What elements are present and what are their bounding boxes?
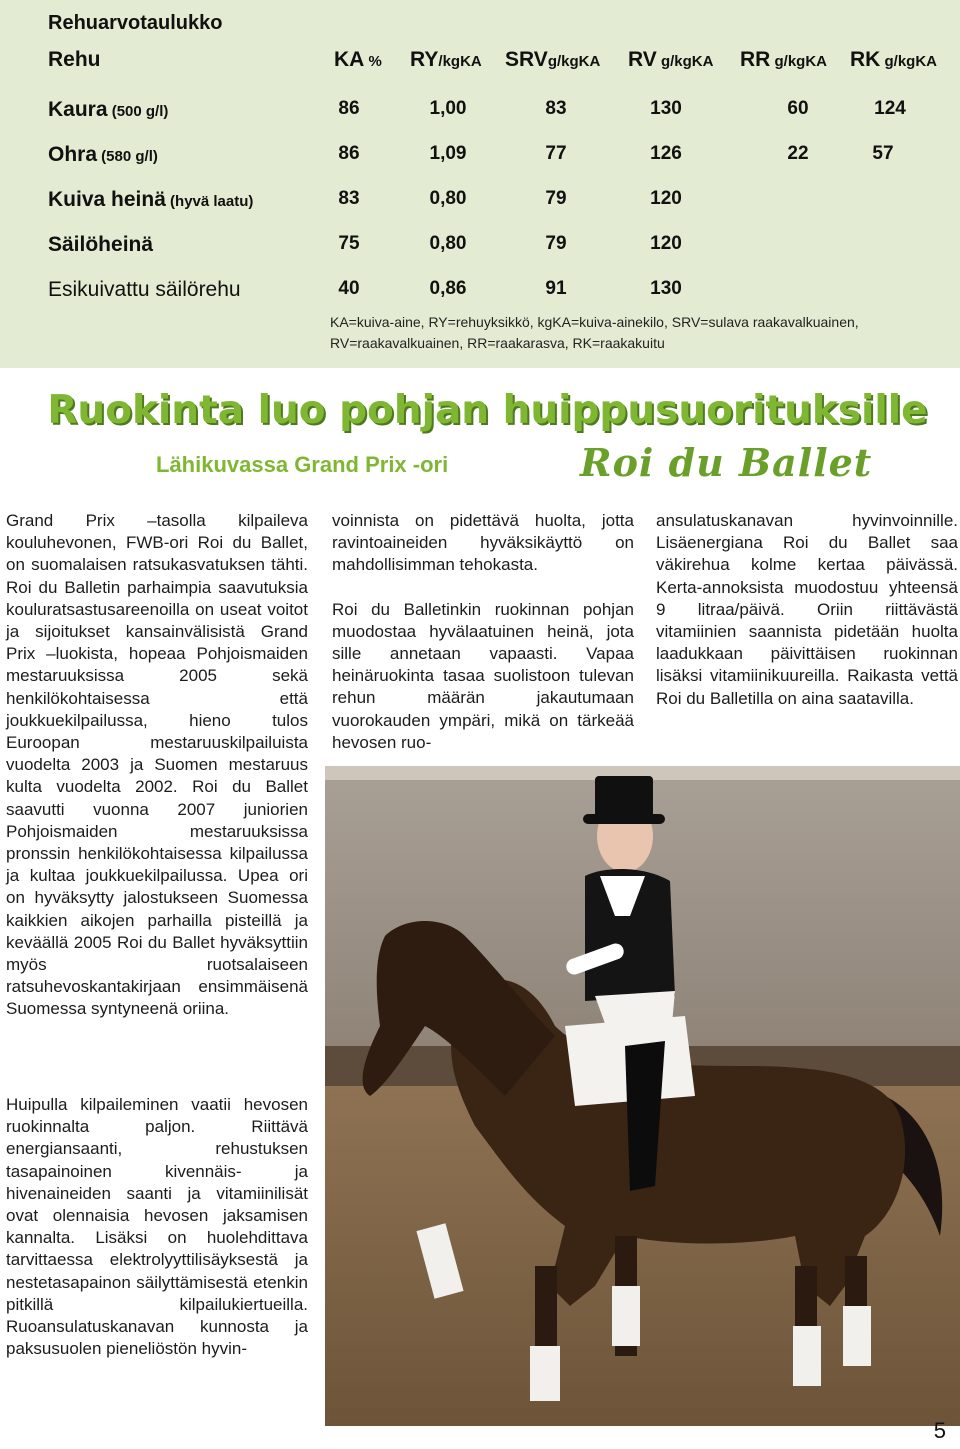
cell-ry: 1,09 [429, 143, 467, 164]
cell-rr: 60 [787, 98, 809, 119]
cell-srv: 79 [545, 188, 567, 209]
cell-rv: 120 [650, 188, 682, 209]
table-row [0, 233, 960, 263]
table-header [0, 48, 960, 78]
table-row [0, 188, 960, 218]
row-feed-name: Ohra (580 g/l) [48, 143, 158, 166]
article-headline: Ruokinta luo pohjan huippusuorituksille [47, 388, 928, 433]
feed-table [0, 0, 960, 368]
paragraph: Grand Prix –tasolla kilpaileva kouluhevonen, FWB-ori Roi du Ballet, on suomalaisen ratsukasvatuksen tähti. Roi du Balletin parhaimpia saavutuksia kouluratsastusareenoilla on useat voitot ja sijoitukset kansainvälisistä Grand Prix –luokista, hopeaa Pohjoismaiden mestaruuksissa 2005 sekä henkilökohtaisessa että joukkuekilpailussa, hieno tulos Euroopan mestaruuskilpailuista vuodelta 2003 ja Suomen mestaruus kulta vuodelta 2002. Roi du Ballet saavutti vuonna 2007 juniorien Pohjoismaiden mestaruuksissa pronssin henkilökohtaisessa kilpailussa ja kultaa joukkuekilpailussa. Upea ori on hyväksytty jalostukseen Suomessa kaikkien aikojen parhailla pisteillä ja keväällä 2005 Roi du Ballet hyväksyttiin myös ruotsalaiseen ratsuhevoskantakirjaan ensimmäisenä Suomessa syntyneenä oriina. [6, 511, 308, 1019]
cell-srv: 83 [545, 98, 567, 119]
table-title: Rehuarvotaulukko [48, 12, 223, 34]
paragraph: Roi du Balletinkin ruokinnan pohjan muodostaa hyvälaatuinen heinä, jota sille annetaan vapaasti. Vapaa heinäruokinta tasaa suolistoon tulevan rehun määrän jakautumaan vuorokauden ympäri, mikä on tärkeää hevosen ruo- [332, 599, 634, 752]
header-rv: RV g/kgKA [628, 48, 714, 71]
cell-ry: 0,86 [429, 278, 467, 299]
cell-ry: 0,80 [429, 233, 467, 254]
dressage-horse-photo [325, 766, 960, 1426]
header-ry: RY/kgKA [410, 48, 482, 71]
article-column-1-lower [6, 1094, 308, 1382]
table-row [0, 278, 960, 308]
table-row [0, 143, 960, 173]
cell-ka: 40 [338, 278, 360, 299]
article-subhead: Lähikuvassa Grand Prix -ori [156, 452, 449, 477]
cell-ka: 75 [338, 233, 360, 254]
page-number: 5 [933, 1418, 946, 1443]
cell-srv: 91 [545, 278, 567, 299]
cell-rv: 120 [650, 233, 682, 254]
cell-rv: 126 [650, 143, 682, 164]
cell-rv: 130 [650, 98, 682, 119]
row-feed-name: Säilöheinä [48, 233, 154, 256]
paragraph: Huipulla kilpaileminen vaatii hevosen ruokinnalta paljon. Riittävä energiansaanti, rehustuksen tasapainoinen kivennäis- ja hivenaineiden saanti ja vitamiinilisät ovat olennaisia hevosen jaksamisen kannalta. Lisäksi on huolehdittava tarvittaessa elektrolyyttilisäyksestä ja nestetasapainon säilyttämisestä etenkin pitkillä kilpailukiertueilla. Ruoansulatuskanavan kunnosta ja paksusuolen pieneliöstön hyvin- [6, 1095, 308, 1359]
article-column-2 [332, 510, 634, 776]
header-feed: Rehu [48, 48, 101, 71]
horse-name-logotype: Roi du Ballet [580, 440, 873, 485]
cell-srv: 79 [545, 233, 567, 254]
cell-rk: 124 [874, 98, 906, 119]
cell-ka: 86 [338, 143, 360, 164]
article-column-3 [656, 510, 958, 732]
header-srv: SRVg/kgKA [505, 48, 601, 71]
row-feed-name: Kuiva heinä (hyvä laatu) [48, 188, 254, 211]
paragraph: ansulatuskanavan hyvinvoinnille. Lisäenergiana Roi du Ballet saa väkirehua kolme kertaa päivässä. Kerta-annoksista muodostuu yhteensä 9 litraa/päivä. Oriin riittävästä vitamiinien saannista pidetään huolta laadukkaan päivittäisen ruokinnan lisäksi vitamiinikuureilla. Raikasta vettä Roi du Balletilla on aina saatavilla. [656, 511, 958, 708]
row-feed-name: Esikuivattu säilörehu [48, 278, 241, 301]
cell-rk: 57 [872, 143, 894, 164]
cell-ka: 83 [338, 188, 360, 209]
row-feed-name: Kaura (500 g/l) [48, 98, 169, 121]
cell-rv: 130 [650, 278, 682, 299]
cell-ry: 0,80 [429, 188, 467, 209]
cell-ry: 1,00 [429, 98, 467, 119]
table-legend: KA=kuiva-aine, RY=rehuyksikkö, kgKA=kuiva-ainekilo, SRV=sulava raakavalkuainen, RV=raakavalkuainen, RR=raakarasva, RK=raakakuitu [330, 314, 859, 351]
cell-ka: 86 [338, 98, 360, 119]
header-ka: KA % [334, 48, 382, 71]
cell-rr: 22 [787, 143, 809, 164]
header-rr: RR g/kgKA [740, 48, 828, 71]
article-column-1 [6, 510, 308, 1043]
header-rk: RK g/kgKA [850, 48, 938, 71]
table-row [0, 98, 960, 128]
cell-srv: 77 [545, 143, 567, 164]
paragraph: voinnista on pidettävä huolta, jotta ravintoaineiden hyväksikäyttö on mahdollisimman tehokasta. [332, 511, 634, 575]
